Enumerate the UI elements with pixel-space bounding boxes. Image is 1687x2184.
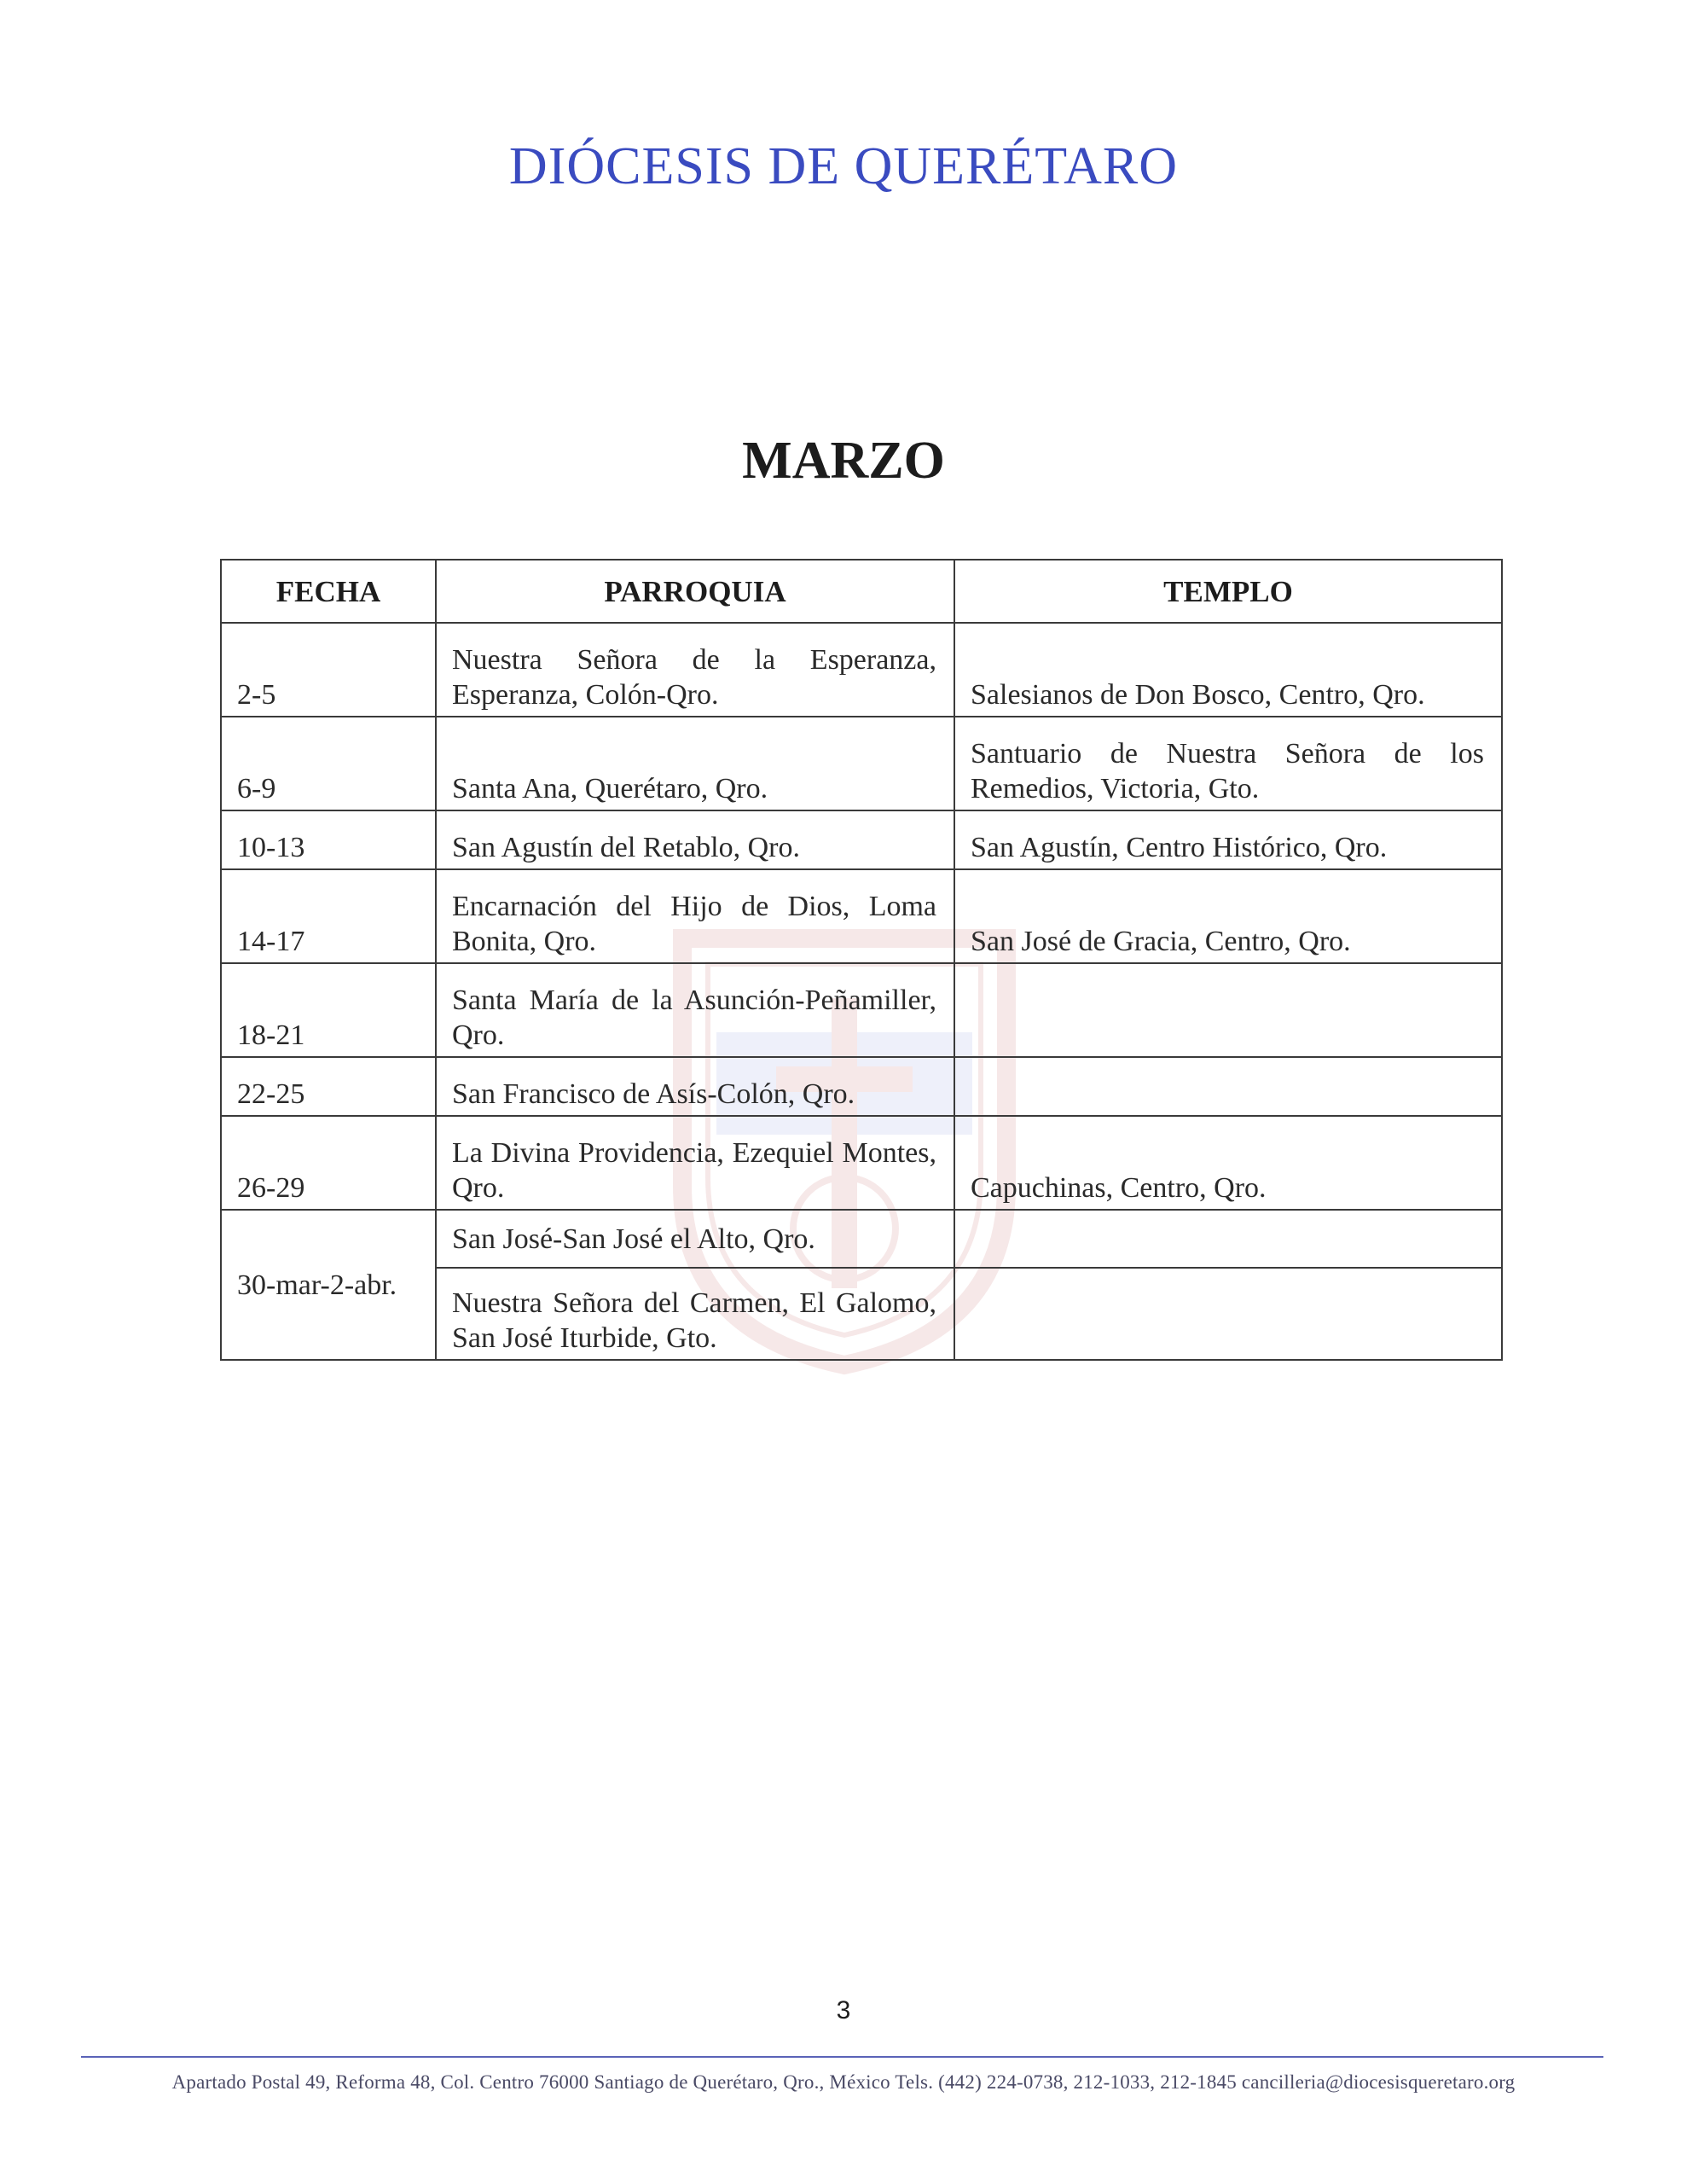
table-row bbox=[221, 1057, 1502, 1116]
table-row bbox=[221, 623, 1502, 717]
table-row bbox=[221, 963, 1502, 1057]
parish-cell: Nuestra Señora del Carmen, El Galomo, San José Iturbide, Gto. bbox=[436, 1268, 954, 1360]
date-cell: 22-25 bbox=[221, 1057, 436, 1116]
table-row bbox=[221, 869, 1502, 963]
parish-cell: La Divina Providencia, Ezequiel Montes, Qro. bbox=[436, 1116, 954, 1210]
temple-cell: Santuario de Nuestra Señora de los Remedios, Victoria, Gto. bbox=[954, 717, 1502, 810]
date-cell: 26-29 bbox=[221, 1116, 436, 1210]
date-cell: 14-17 bbox=[221, 869, 436, 963]
temple-cell bbox=[954, 963, 1502, 1057]
parish-cell: Nuestra Señora de la Esperanza, Esperanza, Colón-Qro. bbox=[436, 623, 954, 717]
column-header-parish: PARROQUIA bbox=[436, 560, 954, 623]
page-number: 3 bbox=[836, 1996, 851, 2024]
date-cell: 18-21 bbox=[221, 963, 436, 1057]
table-header-row bbox=[221, 560, 1502, 623]
table-row bbox=[221, 1116, 1502, 1210]
column-header-date: FECHA bbox=[221, 560, 436, 623]
temple-cell: Capuchinas, Centro, Qro. bbox=[954, 1116, 1502, 1210]
diocese-title: DIÓCESIS DE QUERÉTARO bbox=[508, 137, 1179, 195]
parish-cell: Encarnación del Hijo de Dios, Loma Bonita, Qro. bbox=[436, 869, 954, 963]
footer-divider bbox=[81, 2056, 1603, 2058]
temple-cell: San José de Gracia, Centro, Qro. bbox=[954, 869, 1502, 963]
parish-cell: Santa María de la Asunción-Peñamiller, Qro. bbox=[436, 963, 954, 1057]
table-row bbox=[221, 810, 1502, 869]
parish-cell: San Francisco de Asís-Colón, Qro. bbox=[436, 1057, 954, 1116]
parish-cell: Santa Ana, Querétaro, Qro. bbox=[436, 717, 954, 810]
footer-address: Apartado Postal 49, Reforma 48, Col. Centro 76000 Santiago de Querétaro, Qro., México Tels. (442) 224-0738, 212-1033, 212-1845 cancilleria@diocesisqueretaro.org bbox=[171, 2071, 1516, 2093]
temple-cell bbox=[954, 1268, 1502, 1360]
temple-cell: San Agustín, Centro Histórico, Qro. bbox=[954, 810, 1502, 869]
date-cell: 2-5 bbox=[221, 623, 436, 717]
table-row bbox=[221, 1210, 1502, 1268]
table-row bbox=[221, 717, 1502, 810]
temple-cell bbox=[954, 1210, 1502, 1268]
parish-cell: San Agustín del Retablo, Qro. bbox=[436, 810, 954, 869]
date-cell: 10-13 bbox=[221, 810, 436, 869]
schedule-table bbox=[220, 559, 1503, 1361]
temple-cell bbox=[954, 1057, 1502, 1116]
temple-cell: Salesianos de Don Bosco, Centro, Qro. bbox=[954, 623, 1502, 717]
column-header-temple: TEMPLO bbox=[954, 560, 1502, 623]
month-title: MARZO bbox=[742, 432, 945, 490]
date-cell: 6-9 bbox=[221, 717, 436, 810]
parish-cell: San José-San José el Alto, Qro. bbox=[436, 1210, 954, 1268]
date-cell: 30-mar-2-abr. bbox=[221, 1210, 436, 1360]
